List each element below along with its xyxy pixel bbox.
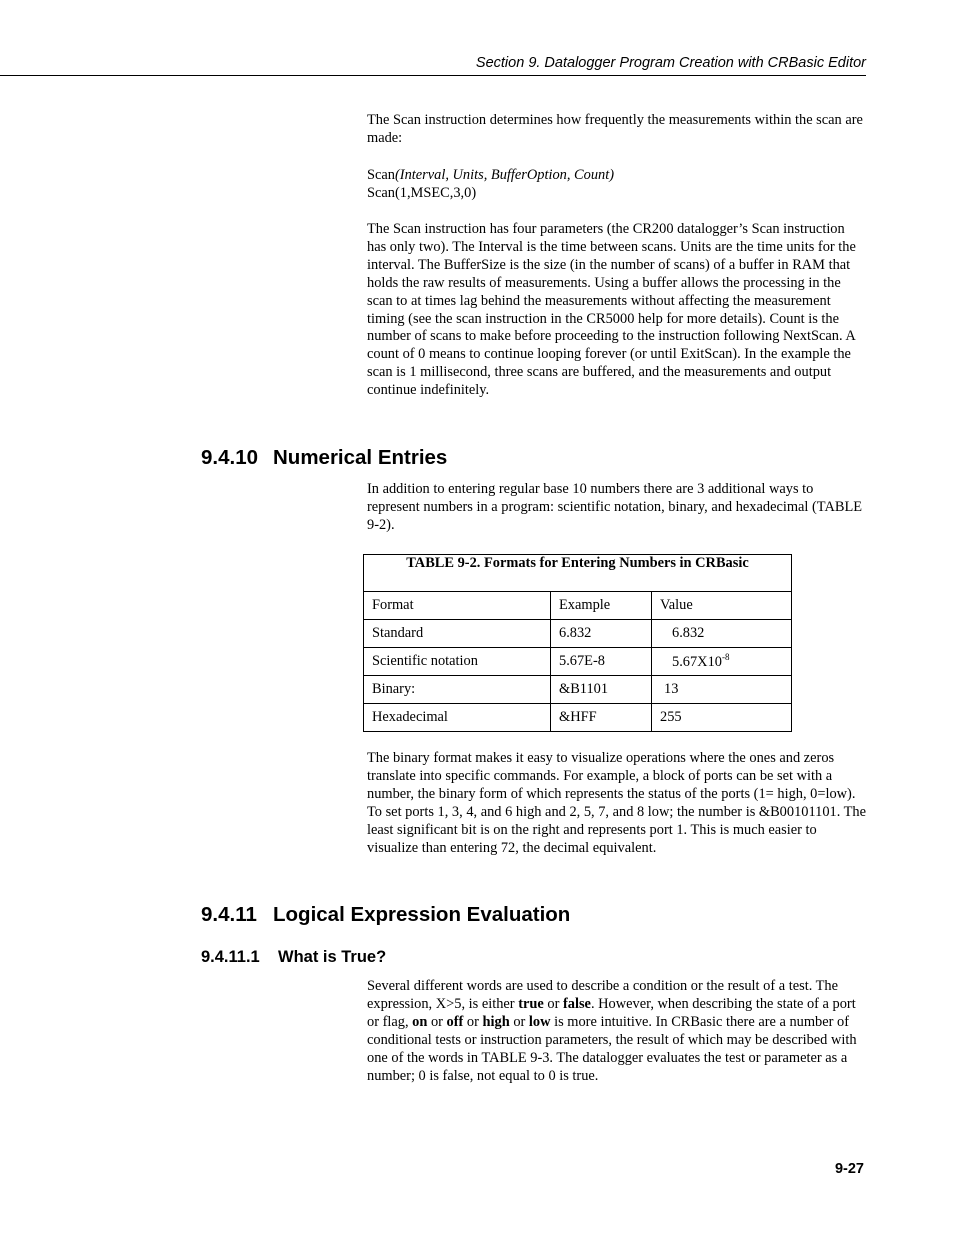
- running-header: Section 9. Datalogger Program Creation with CRBasic Editor: [475, 55, 866, 71]
- term-off: off: [446, 1013, 464, 1030]
- term-true: true: [518, 995, 544, 1012]
- table-cell: Scientific notation: [364, 648, 551, 676]
- table-row: [364, 676, 792, 704]
- table-caption: TABLE 9-2. Formats for Entering Numbers in CRBasic: [364, 555, 792, 592]
- page-number: 9-27: [834, 1161, 864, 1177]
- table-header-cell: Value: [652, 592, 792, 620]
- numerical-intro: [367, 481, 867, 535]
- heading-title: Logical Expression Evaluation: [273, 903, 571, 926]
- table-header-row: [364, 592, 792, 620]
- table-cell: Standard: [364, 620, 551, 648]
- table-cell: Binary:: [364, 676, 551, 704]
- what-is-true-text: Several different words are used to describe a condition or the result of a test. The expression, X>5, is either true or false. However, when describing the state of a port or flag, on or off or high or low is more intuitive. In CRBasic there are a number of conditional tests or instruction parameters, the result of which may be described with one of the words in TABLE 9-3. The datalogger evaluates the test or parameter as a number; 0 is false, not equal to 0 is true.: [367, 978, 857, 1084]
- heading-number: 9.4.11.1: [201, 948, 260, 966]
- table-caption-row: [364, 555, 792, 592]
- table-cell: &B1101: [551, 676, 652, 704]
- table-row: [364, 648, 792, 676]
- header-rule: [0, 75, 866, 76]
- table-cell: 255: [652, 704, 792, 732]
- table-cell: Hexadecimal: [364, 704, 551, 732]
- table-row: [364, 704, 792, 732]
- binary-description-text: The binary format makes it easy to visualize operations where the ones and zeros translate into specific commands. For example, a block of ports can be set with a number, the binary form of which represents the status of the ports (1= high, 0=low). To set ports 1, 3, 4, and 6 high and 2, 5, 7, and 8 low; the number is &B00101101. The least significant bit is on the right and represents port 1. This is much easier to visualize than entering 72, the decimal equivalent.: [367, 750, 867, 856]
- term-high: high: [482, 1013, 510, 1030]
- term-on: on: [412, 1013, 428, 1030]
- exponent: -8: [721, 652, 730, 663]
- heading-what-is-true: [201, 948, 386, 967]
- scan-description-text: The Scan instruction has four parameters (the CR200 datalogger’s Scan instruction has only two). The Interval is the time between scans. Units are the time units for the interval. The BufferSize is the size (in the number of scans) of a buffer in RAM that holds the raw results of measurements. Using a buffer allows the processing in the scan to at times lag behind the measurements without affecting the measurement timing (see the scan instruction in the CR5000 help for more details). Count is the number of scans to make before proceeding to the instruction following NextScan. A count of 0 means to continue looping forever (or until ExitScan). In the example the scan is 1 millisecond, three scans are buffered, and the measurements and output continue indefinitely.: [367, 221, 856, 399]
- what-is-true-paragraph: [367, 978, 867, 1085]
- heading-logical-expression: [201, 903, 570, 927]
- scan-params: (Interval, Units, BufferOption, Count): [394, 167, 615, 183]
- scan-intro-text: The Scan instruction determines how frequently the measurements within the scan are made:: [367, 112, 863, 146]
- term-low: low: [528, 1013, 551, 1030]
- scan-intro: [367, 112, 867, 148]
- term-false: false: [562, 995, 591, 1012]
- table-cell: 6.832: [652, 620, 792, 648]
- heading-numerical-entries: [201, 446, 447, 470]
- table-row: [364, 620, 792, 648]
- heading-title: Numerical Entries: [273, 446, 448, 469]
- table-cell: $5.67X10^{-8}$: [652, 648, 792, 676]
- formats-table: [363, 554, 792, 732]
- table-cell: 6.832: [551, 620, 652, 648]
- heading-number: 9.4.11: [201, 903, 257, 926]
- table-cell: 5.67E-8: [551, 648, 652, 676]
- scan-syntax-line: [367, 167, 867, 185]
- scan-keyword: Scan: [367, 167, 395, 183]
- table-cell: 13: [652, 676, 792, 704]
- binary-description: [367, 750, 867, 857]
- table-cell: &HFF: [551, 704, 652, 732]
- scan-syntax: [367, 167, 867, 203]
- numerical-intro-text: In addition to entering regular base 10 numbers there are 3 additional ways to represent numbers in a program: scientific notation, binary, and hexadecimal (TABLE 9-2).: [367, 481, 863, 533]
- table-header-cell: Format: [364, 592, 551, 620]
- heading-title: What is True?: [278, 948, 387, 966]
- heading-number: 9.4.10: [201, 446, 258, 469]
- table-header-cell: Example: [551, 592, 652, 620]
- scan-example: Scan(1,MSEC,3,0): [367, 184, 477, 201]
- scan-description: [367, 221, 867, 400]
